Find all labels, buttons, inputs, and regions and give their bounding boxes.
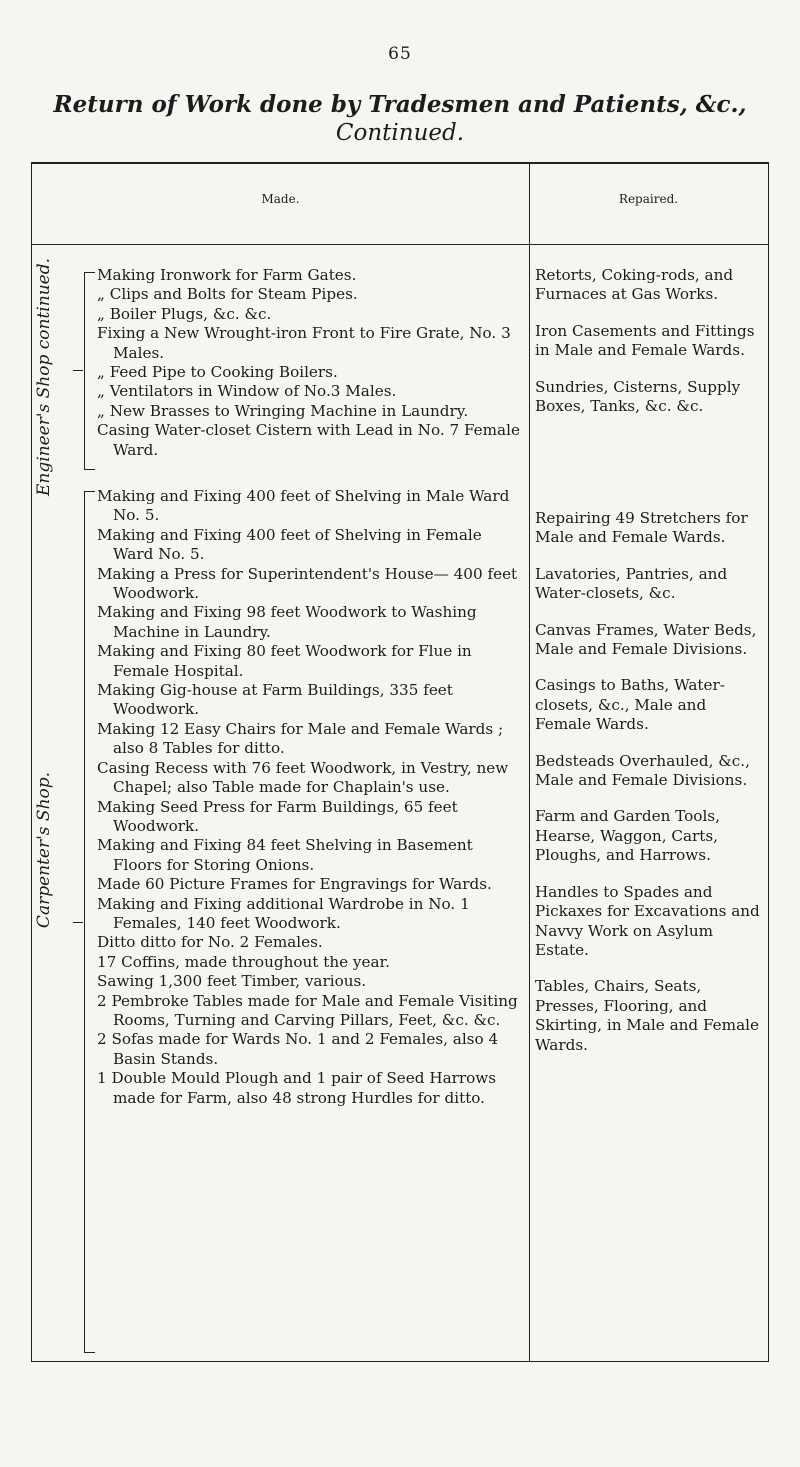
heading-title: Return of Work done by Tradesmen and Patients, &c., bbox=[53, 91, 747, 118]
made-item: „ Boiler Plugs, &c. &c. bbox=[97, 304, 272, 323]
made-item: 1 Double Mould Plough and 1 pair of Seed Harrows made for Farm, also 48 strong Hurdles for ditto. bbox=[97, 1069, 497, 1107]
column-header-made: Made. bbox=[261, 192, 300, 206]
heading-subtitle: Continued. bbox=[335, 120, 465, 146]
section-label-carpenter: Carpenter's Shop. bbox=[34, 771, 54, 929]
repaired-item: Tables, Chairs, Seats, Presses, Flooring, and Skirting, in Male and Female Wards. bbox=[535, 977, 759, 1054]
made-list-carpenter bbox=[97, 487, 522, 1108]
bracket-carpenter bbox=[84, 491, 95, 1353]
made-item: Making and Fixing 98 feet Woodwork to Washing Machine in Laundry. bbox=[97, 603, 477, 641]
repaired-item: Sundries, Cisterns, Supply Boxes, Tanks, &c. &c. bbox=[535, 377, 741, 416]
made-item: Making and Fixing 84 feet Shelving in Basement Floors for Storing Onions. bbox=[97, 836, 473, 874]
made-item: Made 60 Picture Frames for Engravings for Wards. bbox=[97, 875, 492, 894]
repaired-list-engineer bbox=[535, 266, 763, 433]
repaired-item: Bedsteads Overhauled, &c., Male and Female Divisions. bbox=[535, 751, 750, 790]
made-item: „ Clips and Bolts for Steam Pipes. bbox=[97, 285, 358, 304]
made-item: Making and Fixing 400 feet of Shelving in Female Ward No. 5. bbox=[97, 525, 482, 564]
work-table bbox=[31, 162, 769, 1362]
made-item: Casing Recess with 76 feet Woodwork, in Vestry, new Chapel; also Table made for Chaplain's use. bbox=[97, 758, 509, 797]
made-item: Making Gig-house at Farm Buildings, 335 feet Woodwork. bbox=[97, 681, 453, 719]
repaired-list-carpenter bbox=[535, 509, 763, 1072]
repaired-item: Canvas Frames, Water Beds, Male and Female Divisions. bbox=[535, 620, 757, 659]
made-item: „ New Brasses to Wringing Machine in Laundry. bbox=[97, 401, 469, 420]
made-item: 2 Sofas made for Wards No. 1 and 2 Females, also 4 Basin Stands. bbox=[97, 1030, 499, 1068]
made-item: „ Ventilators in Window of No.3 Males. bbox=[97, 382, 397, 401]
column-divider bbox=[529, 164, 530, 1361]
made-item: Making Ironwork for Farm Gates. bbox=[97, 266, 357, 284]
column-header-repaired: Repaired. bbox=[618, 192, 679, 206]
repaired-item: Repairing 49 Stretchers for Male and Female Wards. bbox=[535, 509, 748, 547]
repaired-item: Lavatories, Pantries, and Water-closets, &c. bbox=[535, 564, 728, 603]
header-rule bbox=[32, 244, 768, 245]
made-item: Ditto ditto for No. 2 Females. bbox=[97, 933, 323, 952]
made-item: Casing Water-closet Cistern with Lead in No. 7 Female Ward. bbox=[97, 421, 520, 459]
made-item: Fixing a New Wrought-iron Front to Fire Grate, No. 3 Males. bbox=[97, 324, 511, 362]
made-item: 17 Coffins, made throughout the year. bbox=[97, 952, 390, 971]
made-item: Making and Fixing additional Wardrobe in No. 1 Females, 140 feet Woodwork. bbox=[97, 894, 470, 932]
repaired-item: Farm and Garden Tools, Hearse, Waggon, Carts, Ploughs, and Harrows. bbox=[535, 807, 720, 865]
page-number: 65 bbox=[388, 44, 412, 64]
repaired-item: Casings to Baths, Water-closets, &c., Male and Female Wards. bbox=[535, 676, 725, 734]
made-item: Making and Fixing 400 feet of Shelving in Male Ward No. 5. bbox=[97, 487, 510, 525]
made-list-engineer bbox=[97, 266, 522, 460]
made-item: Making Seed Press for Farm Buildings, 65 feet Woodwork. bbox=[97, 797, 458, 835]
page-heading bbox=[0, 90, 800, 148]
repaired-item: Retorts, Coking-rods, and Furnaces at Gas Works. bbox=[535, 266, 734, 304]
repaired-item: Handles to Spades and Pickaxes for Excavations and Navvy Work on Asylum Estate. bbox=[535, 882, 760, 959]
bracket-engineer bbox=[84, 272, 95, 470]
made-item: Making a Press for Superintendent's House— 400 feet Woodwork. bbox=[97, 564, 518, 603]
repaired-item: Iron Casements and Fittings in Male and Female Wards. bbox=[535, 321, 755, 360]
made-item: Making and Fixing 80 feet Woodwork for Flue in Female Hospital. bbox=[97, 642, 472, 680]
made-item: Sawing 1,300 feet Timber, various. bbox=[97, 972, 367, 991]
made-item: 2 Pembroke Tables made for Male and Female Visiting Rooms, Turning and Carving Pillars, Feet, &c. &c. bbox=[97, 991, 518, 1029]
made-item: Making 12 Easy Chairs for Male and Female Wards ; also 8 Tables for ditto. bbox=[97, 719, 504, 758]
made-item: „ Feed Pipe to Cooking Boilers. bbox=[97, 363, 338, 382]
section-label-engineer: Engineer's Shop continued. bbox=[34, 258, 54, 497]
